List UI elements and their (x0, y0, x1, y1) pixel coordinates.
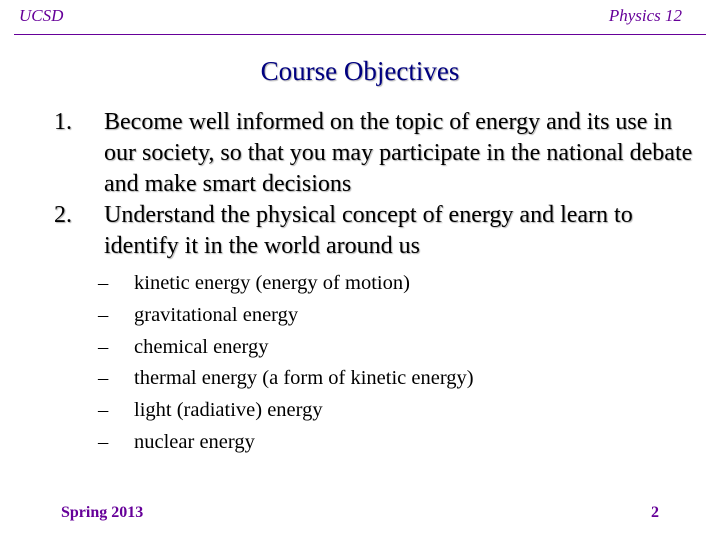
header-left-label: UCSD (19, 6, 64, 25)
dash-marker: – (98, 272, 109, 294)
dash-marker: – (98, 399, 109, 422)
objective-item (54, 200, 694, 262)
objective-number: 2. (54, 202, 72, 228)
dash-marker: – (98, 303, 109, 326)
dash-marker: – (98, 430, 109, 453)
objective-item (54, 107, 694, 200)
objective-number: 1. (54, 109, 72, 135)
energy-type-item (98, 332, 658, 364)
header-right-label: Physics 12 (608, 6, 682, 25)
objective-text: Become well informed on the topic of energy and its use in our society, so that you may participate in the national debate and make smart decisions (104, 109, 693, 197)
objective-text: Understand the physical concept of energy and learn to identify it in the world around us (104, 202, 633, 259)
energy-type-item (98, 363, 658, 395)
energy-type-label: kinetic energy (energy of motion) (134, 272, 410, 294)
energy-type-item (98, 300, 658, 332)
footer-semester: Spring 2013 (61, 504, 144, 521)
header-divider (14, 34, 706, 35)
energy-types-list (98, 268, 658, 459)
energy-type-label: chemical energy (134, 335, 269, 358)
energy-type-label: thermal energy (a form of kinetic energy) (134, 367, 474, 390)
page-number: 2 (651, 504, 659, 521)
energy-type-label: nuclear energy (134, 430, 255, 453)
energy-type-item (98, 268, 658, 300)
dash-marker: – (98, 367, 109, 390)
dash-marker: – (98, 335, 109, 358)
energy-type-label: light (radiative) energy (134, 399, 323, 422)
slide-title: Course Objectives (260, 56, 460, 86)
energy-type-item (98, 395, 658, 427)
objectives-list (54, 107, 694, 262)
energy-type-item (98, 427, 658, 459)
energy-type-label: gravitational energy (134, 303, 299, 326)
